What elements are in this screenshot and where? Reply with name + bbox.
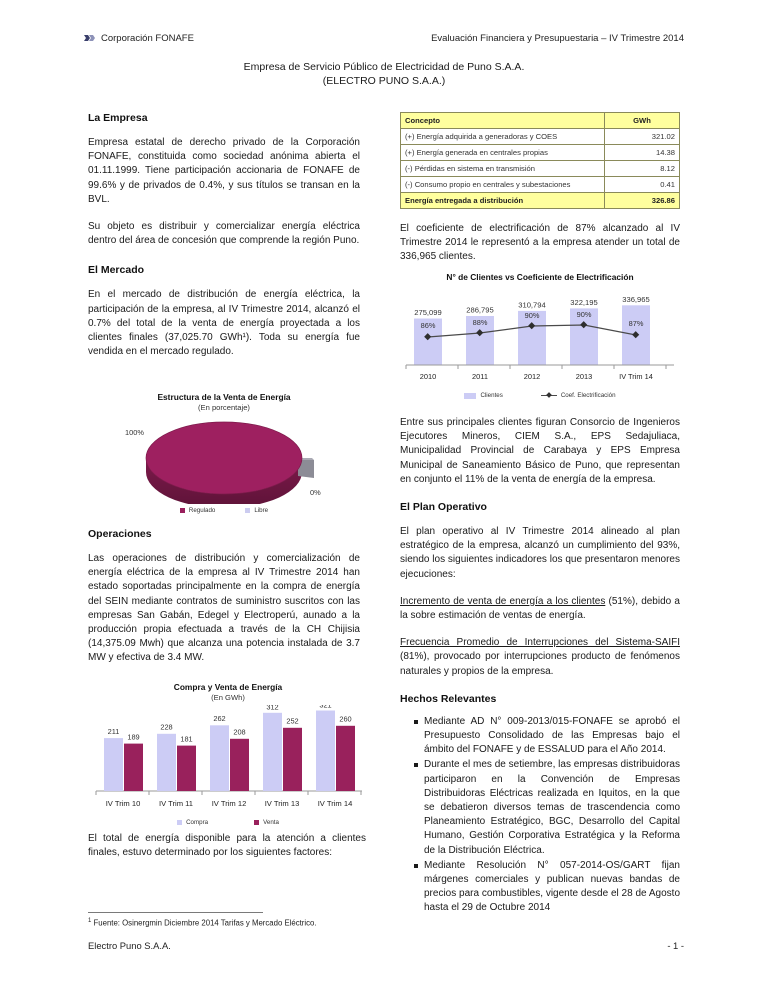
legend-item-venta: [254, 819, 279, 826]
table-row: [401, 161, 680, 177]
list-item: Durante el mes de setiembre, las empresas distribuidoras participaron en la Convención de Empresas Distribuidoras Eléctricas realizada en Iquitos, en la que se debatieron diversos temas de trascendencia como Planeamiento Estratégico, BGC, Desarrollo del Capital Humano, Gestión Corporativa Estratégica y la Reforma de la Distribución Eléctrica.: [414, 758, 680, 857]
indicador-incremento-venta-underlined: Incremento de venta de energía a los clientes: [400, 595, 606, 607]
svg-text:181: 181: [180, 734, 193, 744]
footnote-divider: [88, 912, 263, 913]
cv-chart-svg: [88, 705, 368, 813]
svg-text:86%: 86%: [420, 321, 436, 330]
svg-text:211: 211: [107, 727, 120, 736]
svg-text:88%: 88%: [472, 318, 488, 327]
legend-label-libre: Libre: [254, 507, 269, 514]
energy-total-concept: Energía entregada a distribución: [401, 193, 605, 209]
legend-swatch-compra: [177, 820, 182, 825]
paragraph-empresa-1: Empresa estatal de derecho privado de la Corporación FONAFE, constituida como sociedad anónima abierta el 01.11.1999. Tiene participación accionaria de FONAFE de 99.6% y de privados de 0.4%, y sus títulos se transan en la BVL.: [88, 137, 360, 205]
legend-label-venta: Venta: [263, 819, 279, 826]
cv-chart-legend: [88, 819, 368, 826]
left-column-operaciones: [88, 528, 360, 679]
document-title-line2: (ELECTRO PUNO S.A.A.): [322, 75, 446, 87]
left-column-total-energia: [88, 832, 366, 860]
legend-item-coef-electrificacion: [541, 392, 616, 399]
energy-table-header-concepto: Concepto: [401, 113, 605, 129]
section-heading-operaciones: Operaciones: [88, 528, 152, 540]
footnote: [88, 918, 317, 928]
pie-label-regulado: 100%: [125, 428, 144, 437]
cv-chart-subtitle: (En GWh): [211, 693, 245, 702]
legend-item-libre: [245, 507, 268, 514]
right-column-lower: [400, 416, 680, 917]
legend-item-regulado: [180, 507, 216, 514]
energy-row-0-value: 321.02: [605, 129, 680, 145]
left-column: [88, 112, 360, 372]
energy-row-3-value: 0.41: [605, 177, 680, 193]
svg-text:260: 260: [339, 714, 352, 724]
pie-chart-title: Estructura de la Venta de Energía: [157, 392, 291, 402]
section-heading-el-mercado: El Mercado: [88, 264, 145, 277]
svg-text:IV Trim 13: IV Trim 13: [264, 799, 300, 808]
paragraph-indicador-incremento-venta: [400, 595, 680, 623]
table-row: [401, 145, 680, 161]
footer-page-number: - 1 -: [667, 940, 684, 951]
svg-text:312: 312: [266, 705, 279, 712]
energy-row-0-concept: (+) Energía adquirida a generadoras y COES: [401, 129, 605, 145]
svg-text:IV Trim 11: IV Trim 11: [158, 799, 194, 808]
svg-text:IV Trim 12: IV Trim 12: [211, 799, 247, 808]
svg-text:275,099: 275,099: [414, 308, 442, 317]
energy-table-body: [401, 129, 680, 209]
header-org-label: Corporación FONAFE: [101, 32, 194, 44]
svg-text:IV Trim 14: IV Trim 14: [619, 372, 653, 381]
svg-text:321: 321: [319, 705, 332, 710]
clients-chart-legend: [400, 392, 680, 399]
header-report-label: Evaluación Financiera y Presupuestaria – IV Trimestre 2014: [431, 32, 684, 44]
energy-table-head: [401, 113, 680, 129]
paragraph-coeficiente: El coeficiente de electrificación de 87% alcanzado al IV Trimestre 2014 le representó a la empresa atender un total de 336,965 clientes.: [400, 223, 680, 263]
footer-company-name: Electro Puno S.A.A.: [88, 940, 171, 951]
paragraph-mercado-1: En el mercado de distribución de energía eléctrica, la participación de la empresa, al IV Trimestre 2014, alcanzó el 0.7% del total de la venta de energía proyectada a los clientes finales (37,025.70 GWh¹). Toda su energía fue vendida en el mercado regulado.: [88, 289, 360, 358]
svg-text:2012: 2012: [523, 372, 541, 381]
hechos-relevantes-list: [400, 715, 680, 916]
energy-table-header-gwh: GWh: [605, 113, 680, 129]
legend-label-regulado: Regulado: [188, 507, 216, 514]
energy-row-2-concept: (-) Pérdidas en sistema en transmisión: [401, 161, 605, 177]
page-header: [84, 30, 684, 46]
svg-text:310,794: 310,794: [518, 300, 546, 310]
svg-text:IV Trim 10: IV Trim 10: [105, 799, 141, 808]
svg-text:IV Trim 14: IV Trim 14: [317, 799, 353, 808]
paragraph-principales-clientes: Entre sus principales clientes figuran Consorcio de Ingenieros Ejecutores Mineros, CIEM S.A., EPS Sedajuliaca, Municipalidad Provincial de Carabaya y EPS Empresa Municipal de Saneamiento Básico de Puno, que representan en conjunto el 11% de la venta de energía de la empresa.: [400, 417, 680, 485]
svg-text:189: 189: [127, 732, 140, 742]
paragraph-indicador-saifi: [400, 636, 680, 679]
svg-text:252: 252: [286, 716, 299, 726]
legend-swatch-venta: [254, 820, 259, 825]
paragraph-operaciones-1: Las operaciones de distribución y comercialización de energía eléctrica de la empresa al IV Trimestre 2014 han estado soportadas principalmente en la compra de energía del SEIN mediante contratos de suministro suscritos con las empresas San Gabán, Edegel y Electroperú, aunado a la producción propia efectuada a través de la CH Chijisia (14,375.09 Mwh) que alcanza una potencia instalada de 3.7 MW y efectiva de 3.4 MW.: [88, 553, 360, 664]
svg-text:90%: 90%: [524, 311, 540, 320]
section-heading-hechos-relevantes: Hechos Relevantes: [400, 692, 497, 705]
energy-row-1-value: 14.38: [605, 145, 680, 161]
energy-total-value: 326.86: [605, 193, 680, 209]
indicador-saifi-rest: (81%), provocado por interrupciones producto de fenómenos naturales y propios de la empresa.: [400, 651, 680, 677]
clients-chart-title: N° de Clientes vs Coeficiente de Electrificación: [446, 272, 634, 282]
pie-chart-subtitle: (En porcentaje): [198, 403, 250, 412]
footnote-marker: 1: [88, 918, 92, 924]
document-title-line1: Empresa de Servicio Público de Electricidad de Puno S.A.A.: [243, 61, 525, 73]
energy-row-1-concept: (+) Energía generada en centrales propias: [401, 145, 605, 161]
footnote-text: Fuente: Osinergmin Diciembre 2014 Tarifas y Mercado Eléctrico.: [93, 918, 317, 928]
chart-compra-venta-energia: [88, 682, 368, 826]
header-left-group: [84, 33, 194, 44]
table-row: [401, 129, 680, 145]
svg-text:90%: 90%: [576, 310, 592, 319]
svg-text:2010: 2010: [419, 372, 437, 381]
svg-text:286,795: 286,795: [466, 305, 494, 315]
chart-clientes-vs-coeficiente: [400, 272, 680, 400]
legend-label-compra: Compra: [186, 819, 209, 826]
energy-row-3-concept: (-) Consumo propio en centrales y subestaciones: [401, 177, 605, 193]
paragraph-empresa-2: Su objeto es distribuir y comercializar energía eléctrica dentro del área de concesión que comprende la región Puno.: [88, 221, 360, 247]
paragraph-total-energia: El total de energía disponible para la atención a clientes finales, estuvo determinado por los siguientes factores:: [88, 833, 366, 859]
pie-label-libre: 0%: [310, 488, 321, 497]
cv-chart-title: Compra y Venta de Energía: [173, 682, 283, 692]
indicador-saifi-underlined: Frecuencia Promedio de Interrupciones del Sistema-SAIFI: [400, 637, 680, 649]
svg-text:2011: 2011: [472, 372, 488, 381]
pie-chart-legend: [88, 507, 360, 514]
energy-table-total-row: [401, 193, 680, 209]
svg-text:228: 228: [160, 722, 173, 732]
svg-text:208: 208: [233, 727, 246, 737]
document-title: [84, 60, 684, 88]
svg-text:87%: 87%: [628, 319, 644, 328]
chart-estructura-venta-energia: [88, 392, 360, 517]
list-item: Mediante Resolución N° 057-2014-OS/GART fijan márgenes comerciales y publican nuevas bandas de precios para combustibles, vigente desde el 28 de Agosto hasta el 29 de Octubre 2014: [414, 859, 680, 916]
section-heading-plan-operativo: El Plan Operativo: [400, 501, 487, 514]
right-column: [400, 112, 680, 278]
legend-swatch-regulado: [180, 508, 185, 513]
indicador-incremento-venta-rest: (51%), debido a la sobre estimación de ventas de energía.: [400, 595, 680, 622]
energy-row-2-value: 8.12: [605, 161, 680, 177]
paragraph-plan-operativo: El plan operativo al IV Trimestre 2014 alineado al plan estratégico de la empresa, alcanzó un cumplimiento del 93%, siendo los siguientes indicadores los que presentaron menores ejecuciones:: [400, 526, 680, 580]
clients-chart-svg: [400, 287, 680, 387]
energy-table: [400, 112, 680, 209]
svg-text:2013: 2013: [575, 372, 593, 381]
energy-table-header-row: [401, 113, 680, 129]
pie-chart-plot: [88, 416, 360, 504]
legend-label-clientes: Clientes: [480, 392, 503, 399]
fonafe-logo-icon: [84, 33, 96, 43]
legend-swatch-clientes: [464, 393, 476, 399]
section-heading-la-empresa: La Empresa: [88, 112, 148, 124]
legend-item-clientes: [464, 392, 502, 399]
table-row: [401, 177, 680, 193]
svg-text:322,195: 322,195: [570, 297, 598, 307]
legend-item-compra: [177, 819, 208, 826]
svg-text:336,965: 336,965: [622, 294, 650, 304]
svg-text:262: 262: [213, 714, 226, 724]
legend-swatch-libre: [245, 508, 250, 513]
legend-marker-coef-electrificacion: [541, 393, 557, 399]
legend-label-coef-electrificacion: Coef. Electrificación: [560, 392, 616, 399]
list-item: Mediante AD N° 009-2013/015-FONAFE se aprobó el Presupuesto Consolidado de las Empresas bajo el ámbito del FONAFE y de ESSALUD para el Año 2014.: [414, 715, 680, 758]
